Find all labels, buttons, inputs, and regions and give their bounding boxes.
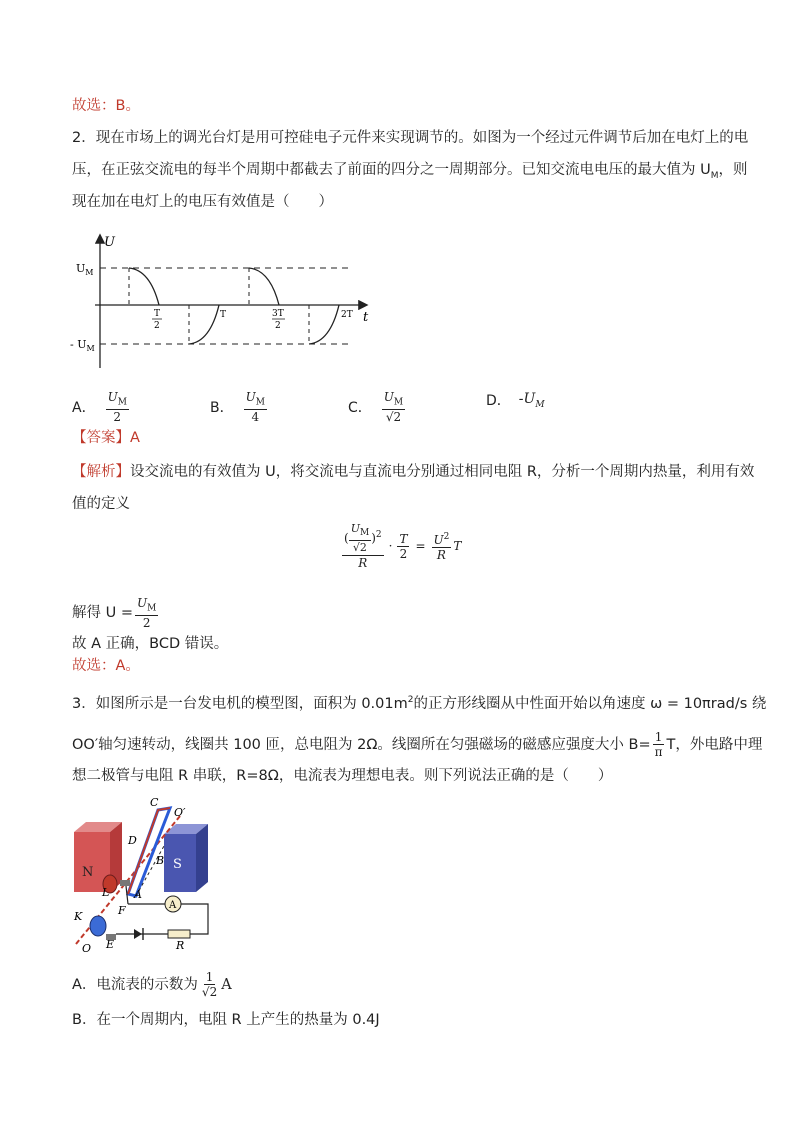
analysis-line1 [72,462,754,482]
tick-3T-half-den: 2 [275,321,281,331]
answer-value: B。 [115,98,140,114]
tick-2T: 2T [341,310,353,320]
wave-segment-4 [309,305,339,344]
label-o-prime: O′ [174,806,186,819]
north-label: N [82,865,94,880]
q2-stem-line2-text: 压，在正弦交流电的每半个周期中都截去了前面的四分之一周期部分。已知交流电电压的最大值为 U [72,162,711,178]
resistor [168,930,190,938]
tick-T: T [220,310,227,320]
answer-prefix: 故选： [72,98,116,114]
option-b-label: B． [210,400,234,417]
q3-option-b[interactable]: B．在一个周期内，电阻 R 上产生的热量为 0.4J [72,1012,380,1028]
q3-option-a[interactable]: A．电流表的示数为 $\frac{1}{√2}$ A [72,970,232,999]
wave-segment-3 [249,268,279,305]
label-a: A [134,888,142,901]
q3-stem-line2: OO′轴匀速转动，线圈共 100 匝，总电阻为 2Ω。线圈所在匀强磁场的磁感应强度大小 B= $\frac{1}{\pi}$ T，外电路中理 [72,730,763,759]
tick-3T-half-num: 3T [272,309,284,319]
solve-fraction: $\frac{U_M}{2}$ [136,596,157,631]
q2-stem-line3: 现在加在电灯上的电压有效值是（ ） [72,194,333,210]
q3-stem-line3: 想二极管与电阻 R 串联，R=8Ω，电流表为理想电表。则下列说法正确的是（ ） [72,768,613,784]
q2-stem-line2 [72,160,747,186]
option-a-fraction: $\frac{U_M}{2}$ [107,390,127,425]
option-c-fraction: $\frac{U_M}{√2}$ [383,390,404,425]
south-label: S [173,857,182,872]
wave-segment-1 [129,268,159,305]
effective-value-formula: ( $\frac{U_M}{√2}$ )$^2$ R · $\frac{T}{2}$ = $\frac{U^2}{R}$ T [344,522,462,571]
label-k: K [74,910,83,923]
label-r: R [176,939,185,952]
um-label: $U_M$ [76,262,94,277]
option-c-label: C． [348,400,372,417]
answer-tag: 【答案】 [72,430,130,446]
label-f: F [118,904,126,917]
coil-blue [128,808,170,896]
neg-um-label: - $U_M$ [70,338,95,353]
ammeter-label: A [169,900,177,911]
option-a[interactable] [72,390,131,424]
external-circuit [116,904,208,934]
analysis-line2: 值的定义 [72,496,130,512]
conclusion-line: 故 A 正确，BCD 错误。 [72,636,229,652]
brush-f [120,880,130,886]
generator-model-figure [70,796,220,954]
option-c[interactable] [348,390,407,424]
label-o: O [82,942,92,954]
answer-line [72,428,140,448]
y-axis-label: U [104,235,115,250]
slip-ring-k [90,916,106,936]
q1-final-answer [72,96,140,116]
option-d-label: D． [486,393,511,409]
tick-T-half-num: T [154,309,161,319]
option-b-fraction: $\frac{U_M}{4}$ [245,390,265,425]
q2-um-subscript: M [710,170,719,181]
diode [134,929,142,939]
option-d[interactable] [486,390,545,410]
analysis-text: 设交流电的有效值为 U，将交流电与直流电分别通过相同电阻 R，分析一个周期内热量，利用有效 [130,464,755,480]
wave-segment-2 [189,305,219,344]
option-b[interactable] [210,390,269,424]
south-magnet-side [196,824,208,892]
q2-final-answer: 故选：A。 [72,658,140,674]
voltage-time-graph [70,228,380,378]
label-b: B [156,854,165,867]
solve-line [72,596,160,630]
q2-stem-line2-end: ，则 [718,162,748,178]
solve-prefix: 解得 U = [72,605,133,622]
label-d: D [128,834,137,847]
analysis-tag: 【解析】 [72,464,130,480]
q3-stem-line1: 3．如图所示是一台发电机的模型图，面积为 $0.01m^2$的正方形线圈从中性面开始以角速度 ω = 10πrad/s 绕 [72,695,767,712]
x-axis-label: t [363,310,369,325]
q2-stem-line1: 2．现在市场上的调光台灯是用可控硅电子元件来实现调节的。如图为一个经过元件调节后加在电灯上的电 [72,130,749,146]
tick-T-half-den: 2 [154,321,160,331]
label-c: C [150,796,159,809]
label-l: L [102,886,110,899]
option-d-value: $-U_M$ [518,390,545,410]
option-a-label: A． [72,400,96,417]
label-e: E [106,938,115,951]
answer-value: A [130,430,140,446]
